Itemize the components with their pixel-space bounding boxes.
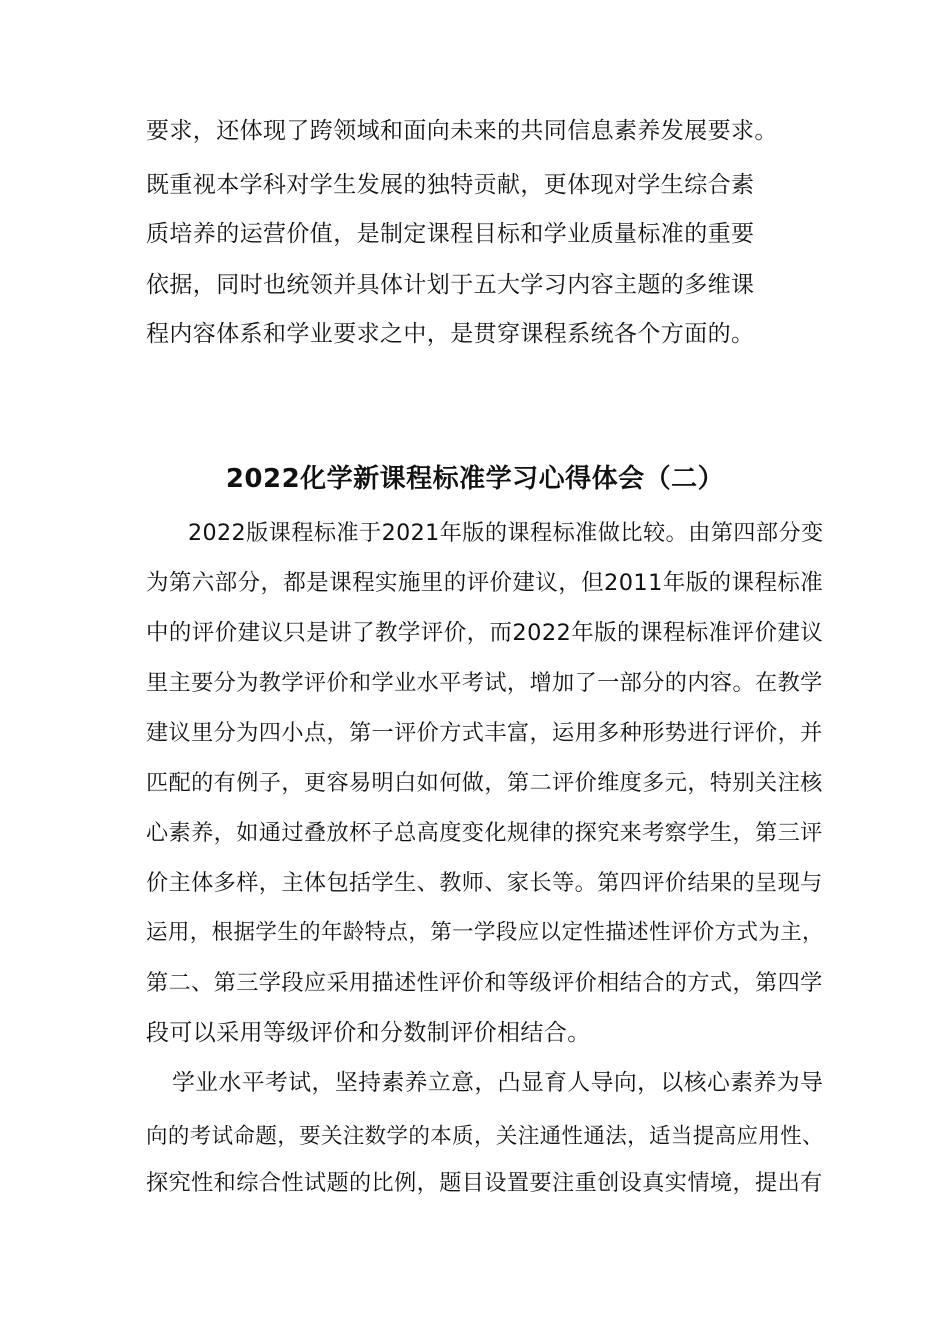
text-line: 向的考试命题，要关注数学的本质，关注通性通法，适当提高应用性、: [146, 1124, 824, 1149]
text-line: 既重视本学科对学生发展的独特贡献，更体现对学生综合素: [146, 172, 755, 198]
text-line: 中的评价建议只是讲了教学评价，而2022年版的课程标准评价建议: [146, 620, 824, 646]
text-line: 第二、第三学段应采用描述性评价和等级评价相结合的方式，第四学: [146, 970, 823, 996]
text-line: 价主体多样，主体包括学生、教师、家长等。第四评价结果的呈现与: [146, 870, 823, 896]
text-line: 为第六部分，都是课程实施里的评价建议，但2011年版的课程标准: [146, 570, 824, 596]
section-title: 2022化学新课程标准学习心得体会（二）: [225, 464, 725, 494]
text-line: 运用，根据学生的年龄特点，第一学段应以定性描述性评价方式为主，: [146, 920, 824, 945]
text-line: 学业水平考试，坚持素养立意，凸显育人导向，以核心素养为导: [172, 1070, 824, 1096]
text-line: 2022版课程标准于2021年版的课程标准做比较。由第四部分变: [188, 520, 824, 546]
text-line: 里主要分为教学评价和学业水平考试，增加了一部分的内容。在教学: [146, 670, 823, 696]
text-line: 要求，还体现了跨领域和面向未来的共同信息素养发展要求。: [146, 118, 778, 144]
text-line: 建议里分为四小点，第一评价方式丰富，运用多种形势进行评价，并: [146, 720, 823, 746]
text-line: 依据，同时也统领并具体计划于五大学习内容主题的多维课: [146, 272, 755, 298]
text-line: 段可以采用等级评价和分数制评价相结合。: [146, 1020, 591, 1046]
text-line: 程内容体系和学业要求之中，是贯穿课程系统各个方面的。: [146, 321, 755, 347]
text-line: 质培养的运营价值，是制定课程目标和学业质量标准的重要: [146, 221, 755, 247]
text-line: 匹配的有例子，更容易明白如何做，第二评价维度多元，特别关注核: [146, 770, 823, 796]
text-line: 探究性和综合性试题的比例，题目设置要注重创设真实情境，提出有: [146, 1170, 823, 1196]
text-line: 心素养，如通过叠放杯子总高度变化规律的探究来考察学生，第三评: [146, 820, 823, 846]
